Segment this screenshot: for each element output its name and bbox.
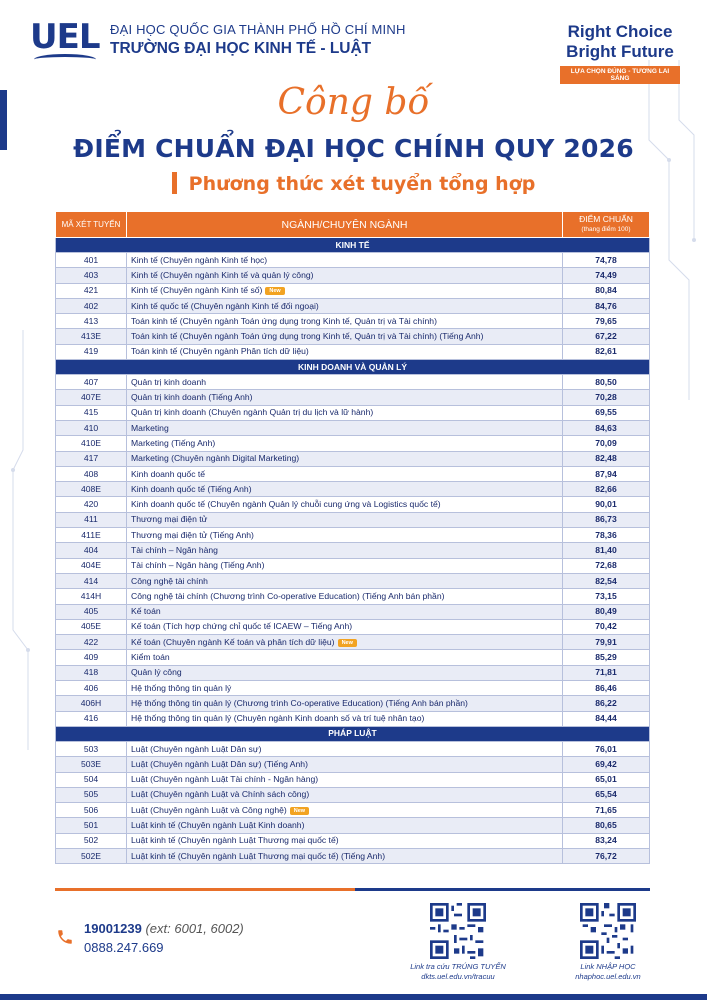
- admission-code: 420: [56, 497, 127, 512]
- major-cell: [127, 390, 563, 405]
- subtitle-accent-bar: [172, 172, 177, 194]
- major-name: Luật (Chuyên ngành Luật Dân sự): [131, 743, 262, 754]
- table-row: [56, 420, 650, 435]
- qr-code-lookup[interactable]: [430, 903, 486, 959]
- table-row: [56, 589, 650, 604]
- cutoff-score: 74,78: [563, 253, 650, 268]
- major-name: Hệ thống thông tin quản lý (Chương trình Co-operative Education) (Tiếng Anh bán phần): [131, 697, 468, 708]
- major-cell: [127, 405, 563, 420]
- major-cell: [127, 543, 563, 558]
- admission-code: 411E: [56, 528, 127, 543]
- qr-caption-lookup-url[interactable]: dkts.uel.edu.vn/tracuu: [421, 972, 495, 981]
- cutoff-score: 80,84: [563, 283, 650, 298]
- header-code: MÃ XÉT TUYỂN: [56, 212, 127, 238]
- admission-code: 408E: [56, 482, 127, 497]
- admission-code: 421: [56, 283, 127, 298]
- cutoff-score: 71,65: [563, 803, 650, 818]
- table-row: [56, 665, 650, 680]
- group-name: KINH DOANH VÀ QUẢN LÝ: [56, 360, 650, 375]
- cutoff-score: 87,94: [563, 466, 650, 481]
- table-row: [56, 619, 650, 634]
- cutoff-score: 73,15: [563, 589, 650, 604]
- admission-code: 506: [56, 803, 127, 818]
- major-name: Quản trị kinh doanh (Chuyên ngành Quản trị du lịch và lữ hành): [131, 407, 374, 418]
- table-row: [56, 681, 650, 696]
- slogan: [560, 22, 680, 85]
- major-cell: [127, 329, 563, 344]
- major-cell: [127, 772, 563, 787]
- major-cell: [127, 696, 563, 711]
- major-cell: [127, 589, 563, 604]
- cutoff-score: 82,61: [563, 344, 650, 359]
- admission-code: 503E: [56, 757, 127, 772]
- admission-code: 502: [56, 833, 127, 848]
- table-row: [56, 848, 650, 863]
- major-name: Toán kinh tế (Chuyên ngành Toán ứng dụng trong Kinh tế, Quản trị và Tài chính): [131, 315, 437, 326]
- table-row: [56, 818, 650, 833]
- qr-caption-enrollment-url[interactable]: nhaphoc.uel.edu.vn: [575, 972, 641, 981]
- cutoff-score: 70,09: [563, 436, 650, 451]
- major-name: Hệ thống thông tin quản lý (Chuyên ngành Kinh doanh số và trí tuệ nhân tạo): [131, 713, 425, 724]
- cutoff-score: 84,63: [563, 420, 650, 435]
- qr-caption-enrollment: [548, 962, 668, 982]
- table-row: [56, 405, 650, 420]
- major-cell: [127, 803, 563, 818]
- table-row: [56, 482, 650, 497]
- table-row: [56, 543, 650, 558]
- major-name: Kế toán (Tích hợp chứng chỉ quốc tế ICAEW – Tiếng Anh): [131, 621, 353, 632]
- table-row: [56, 268, 650, 283]
- cutoff-score: 86,46: [563, 681, 650, 696]
- major-cell: [127, 741, 563, 756]
- group-name: KINH TẾ: [56, 238, 650, 253]
- major-cell: [127, 757, 563, 772]
- admission-code: 408: [56, 466, 127, 481]
- table-row: [56, 573, 650, 588]
- major-cell: [127, 451, 563, 466]
- table-row: [56, 344, 650, 359]
- admission-code: 414: [56, 573, 127, 588]
- table-row: [56, 772, 650, 787]
- header: [30, 17, 680, 82]
- cutoff-score: 79,65: [563, 314, 650, 329]
- table-row: [56, 604, 650, 619]
- cutoff-score: 78,36: [563, 528, 650, 543]
- qr-code-enrollment[interactable]: [580, 903, 636, 959]
- major-name: Hệ thống thông tin quản lý: [131, 682, 232, 693]
- major-name: Kế toán (Chuyên ngành Kế toán và phân tích dữ liệu): [131, 636, 335, 647]
- logo-text: UEL: [30, 17, 100, 57]
- admission-code: 407: [56, 375, 127, 390]
- table-row: [56, 757, 650, 772]
- footer-line-orange: [55, 888, 355, 891]
- major-cell: [127, 466, 563, 481]
- table-row: [56, 436, 650, 451]
- cutoff-score: 74,49: [563, 268, 650, 283]
- admission-code: 404: [56, 543, 127, 558]
- major-cell: [127, 833, 563, 848]
- major-name: Luật kinh tế (Chuyên ngành Luật Kinh doanh): [131, 820, 305, 831]
- major-cell: [127, 497, 563, 512]
- major-cell: [127, 436, 563, 451]
- footer-line-navy: [355, 888, 650, 891]
- major-cell: [127, 573, 563, 588]
- cutoff-score: 82,48: [563, 451, 650, 466]
- table-row: [56, 650, 650, 665]
- table-body: [56, 238, 650, 864]
- uel-logo: [30, 18, 100, 66]
- cutoff-score: 70,42: [563, 619, 650, 634]
- major-cell: [127, 619, 563, 634]
- header-score-note: (thang điểm 100): [581, 226, 631, 233]
- table-row: [56, 787, 650, 802]
- qr-caption-lookup: [398, 962, 518, 982]
- admission-code: 419: [56, 344, 127, 359]
- major-cell: [127, 848, 563, 863]
- major-name: Luật (Chuyên ngành Luật và Chính sách công): [131, 789, 310, 800]
- bottom-bar: [0, 994, 707, 1000]
- admission-code: 411: [56, 512, 127, 527]
- admission-code: 414H: [56, 589, 127, 604]
- major-cell: [127, 787, 563, 802]
- admission-code: 405E: [56, 619, 127, 634]
- admission-code: 406H: [56, 696, 127, 711]
- admission-code: 405: [56, 604, 127, 619]
- major-cell: [127, 268, 563, 283]
- major-name: Marketing (Chuyên ngành Digital Marketing): [131, 453, 300, 464]
- university-line-2: TRƯỜNG ĐẠI HỌC KINH TẾ - LUẬT: [110, 40, 372, 57]
- hotline-number: 19001239: [84, 921, 142, 936]
- table-row: [56, 390, 650, 405]
- major-name: Kinh tế (Chuyên ngành Kinh tế số): [131, 285, 263, 296]
- admission-code: 404E: [56, 558, 127, 573]
- major-cell: [127, 635, 563, 650]
- table-row: [56, 803, 650, 818]
- table-row: [56, 696, 650, 711]
- slogan-line-1: Right Choice: [567, 22, 673, 41]
- page-title: ĐIỂM CHUẨN ĐẠI HỌC CHÍNH QUY 2026: [73, 134, 634, 163]
- cutoff-score: 83,24: [563, 833, 650, 848]
- major-name: Luật (Chuyên ngành Luật và Công nghệ): [131, 804, 287, 815]
- qr-caption-lookup-label: Link tra cứu TRÚNG TUYỂN: [410, 962, 506, 971]
- table-row: [56, 558, 650, 573]
- major-name: Công nghệ tài chính: [131, 575, 208, 586]
- table-row: [56, 635, 650, 650]
- admission-code: 410: [56, 420, 127, 435]
- group-name: PHÁP LUẬT: [56, 726, 650, 741]
- admission-code: 415: [56, 405, 127, 420]
- major-name: Thương mại điện tử (Tiếng Anh): [131, 529, 254, 540]
- cutoff-score: 70,28: [563, 390, 650, 405]
- new-badge: New: [338, 639, 357, 647]
- table-row: [56, 451, 650, 466]
- table-row: [56, 528, 650, 543]
- admission-code: 409: [56, 650, 127, 665]
- major-cell: [127, 298, 563, 313]
- table-row: [56, 298, 650, 313]
- cutoff-score: 85,29: [563, 650, 650, 665]
- table-row: [56, 253, 650, 268]
- hotline: [84, 921, 244, 936]
- cutoff-score: 90,01: [563, 497, 650, 512]
- header-major: NGÀNH/CHUYÊN NGÀNH: [127, 212, 563, 238]
- major-cell: [127, 420, 563, 435]
- major-name: Kinh tế quốc tế (Chuyên ngành Kinh tế đối ngoại): [131, 300, 319, 311]
- header-score: [563, 212, 650, 238]
- major-name: Kế toán: [131, 606, 161, 617]
- hotline-ext: (ext: 6001, 6002): [145, 921, 244, 936]
- new-badge: New: [265, 287, 284, 295]
- table-row: [56, 512, 650, 527]
- major-cell: [127, 665, 563, 680]
- slogan-line-2: Bright Future: [566, 42, 674, 61]
- admission-code: 417: [56, 451, 127, 466]
- cutoff-score: 80,65: [563, 818, 650, 833]
- major-name: Luật (Chuyên ngành Luật Tài chính - Ngân hàng): [131, 774, 319, 785]
- university-line-1: ĐẠI HỌC QUỐC GIA THÀNH PHỐ HỒ CHÍ MINH: [110, 22, 406, 37]
- table-row: [56, 314, 650, 329]
- admission-code: 402: [56, 298, 127, 313]
- major-cell: [127, 711, 563, 726]
- admission-code: 503: [56, 741, 127, 756]
- admission-code: 401: [56, 253, 127, 268]
- major-name: Tài chính – Ngân hàng: [131, 544, 218, 555]
- major-name: Kinh doanh quốc tế: [131, 468, 206, 479]
- major-cell: [127, 253, 563, 268]
- table-row: [56, 741, 650, 756]
- table-row: [56, 283, 650, 298]
- admission-code: 403: [56, 268, 127, 283]
- admission-code: 505: [56, 787, 127, 802]
- cutoff-score: 76,72: [563, 848, 650, 863]
- major-cell: [127, 283, 563, 298]
- book-icon: [34, 54, 96, 65]
- phone-icon: [56, 928, 74, 946]
- major-name: Kinh doanh quốc tế (Chuyên ngành Quản lý chuỗi cung ứng và Logistics quốc tế): [131, 499, 441, 510]
- admission-code: 406: [56, 681, 127, 696]
- major-cell: [127, 314, 563, 329]
- admission-code: 418: [56, 665, 127, 680]
- table-row: [56, 329, 650, 344]
- cutoff-score: 67,22: [563, 329, 650, 344]
- major-cell: [127, 528, 563, 543]
- phone-number: 0888.247.669: [84, 940, 164, 955]
- table-row: [56, 833, 650, 848]
- cutoff-score: 69,55: [563, 405, 650, 420]
- major-cell: [127, 344, 563, 359]
- admission-code: 413E: [56, 329, 127, 344]
- cutoff-score: 82,66: [563, 482, 650, 497]
- major-name: Công nghệ tài chính (Chương trình Co-operative Education) (Tiếng Anh bán phần): [131, 590, 445, 601]
- major-name: Thương mại điện tử: [131, 514, 208, 525]
- group-row: [56, 726, 650, 741]
- cutoff-score: 65,01: [563, 772, 650, 787]
- subtitle-text: Phương thức xét tuyển tổng hợp: [188, 173, 536, 195]
- circuit-decoration-left: [8, 330, 38, 750]
- table-header-row: [56, 212, 650, 238]
- admission-code: 422: [56, 635, 127, 650]
- cutoff-score: 76,01: [563, 741, 650, 756]
- admission-code: 504: [56, 772, 127, 787]
- table-row: [56, 711, 650, 726]
- group-row: [56, 238, 650, 253]
- major-cell: [127, 512, 563, 527]
- major-name: Marketing: [131, 422, 169, 433]
- major-cell: [127, 650, 563, 665]
- header-score-label: ĐIỂM CHUẨN: [579, 214, 633, 224]
- cutoff-score: 84,76: [563, 298, 650, 313]
- cutoff-score: 72,68: [563, 558, 650, 573]
- cutoff-score: 69,42: [563, 757, 650, 772]
- cutoff-score: 86,22: [563, 696, 650, 711]
- major-name: Quản trị kinh doanh: [131, 376, 207, 387]
- major-name: Kinh tế (Chuyên ngành Kinh tế và quản lý công): [131, 269, 314, 280]
- announcement-heading: Công bố: [277, 82, 430, 123]
- new-badge: New: [290, 807, 309, 815]
- cutoff-score: 80,50: [563, 375, 650, 390]
- major-cell: [127, 818, 563, 833]
- cutoff-score: 65,54: [563, 787, 650, 802]
- major-cell: [127, 558, 563, 573]
- cutoff-score: 71,81: [563, 665, 650, 680]
- table-row: [56, 497, 650, 512]
- major-name: Tài chính – Ngân hàng (Tiếng Anh): [131, 560, 265, 571]
- major-cell: [127, 482, 563, 497]
- cutoff-score: 86,73: [563, 512, 650, 527]
- major-name: Toán kinh tế (Chuyên ngành Phân tích dữ liệu): [131, 346, 309, 357]
- major-name: Kiểm toán: [131, 652, 170, 663]
- qr-caption-enrollment-label: Link NHẬP HỌC: [580, 962, 636, 971]
- group-row: [56, 360, 650, 375]
- major-name: Kinh doanh quốc tế (Tiếng Anh): [131, 483, 252, 494]
- scores-table: [55, 211, 650, 864]
- admission-code: 502E: [56, 848, 127, 863]
- page-subtitle: [0, 172, 707, 195]
- major-name: Quản lý công: [131, 667, 182, 678]
- cutoff-score: 80,49: [563, 604, 650, 619]
- major-cell: [127, 604, 563, 619]
- major-name: Luật (Chuyên ngành Luật Dân sự) (Tiếng Anh): [131, 758, 308, 769]
- table-row: [56, 466, 650, 481]
- cutoff-score: 79,91: [563, 635, 650, 650]
- major-name: Luật kinh tế (Chuyên ngành Luật Thương mại quốc tế) (Tiếng Anh): [131, 850, 386, 861]
- admission-code: 413: [56, 314, 127, 329]
- admission-code: 416: [56, 711, 127, 726]
- major-name: Marketing (Tiếng Anh): [131, 437, 216, 448]
- major-name: Quản trị kinh doanh (Tiếng Anh): [131, 392, 253, 403]
- slogan-tag: LỰA CHỌN ĐÚNG - TƯƠNG LAI SÁNG: [560, 66, 680, 84]
- major-cell: [127, 681, 563, 696]
- cutoff-score: 82,54: [563, 573, 650, 588]
- admission-code: 407E: [56, 390, 127, 405]
- admission-code: 501: [56, 818, 127, 833]
- table-row: [56, 375, 650, 390]
- cutoff-score: 84,44: [563, 711, 650, 726]
- major-name: Luật kinh tế (Chuyên ngành Luật Thương mại quốc tế): [131, 835, 339, 846]
- major-name: Kinh tế (Chuyên ngành Kinh tế học): [131, 254, 268, 265]
- major-name: Toán kinh tế (Chuyên ngành Toán ứng dụng trong Kinh tế, Quản trị và Tài chính) (Tiếng Anh): [131, 331, 484, 342]
- cutoff-score: 81,40: [563, 543, 650, 558]
- major-cell: [127, 375, 563, 390]
- admission-code: 410E: [56, 436, 127, 451]
